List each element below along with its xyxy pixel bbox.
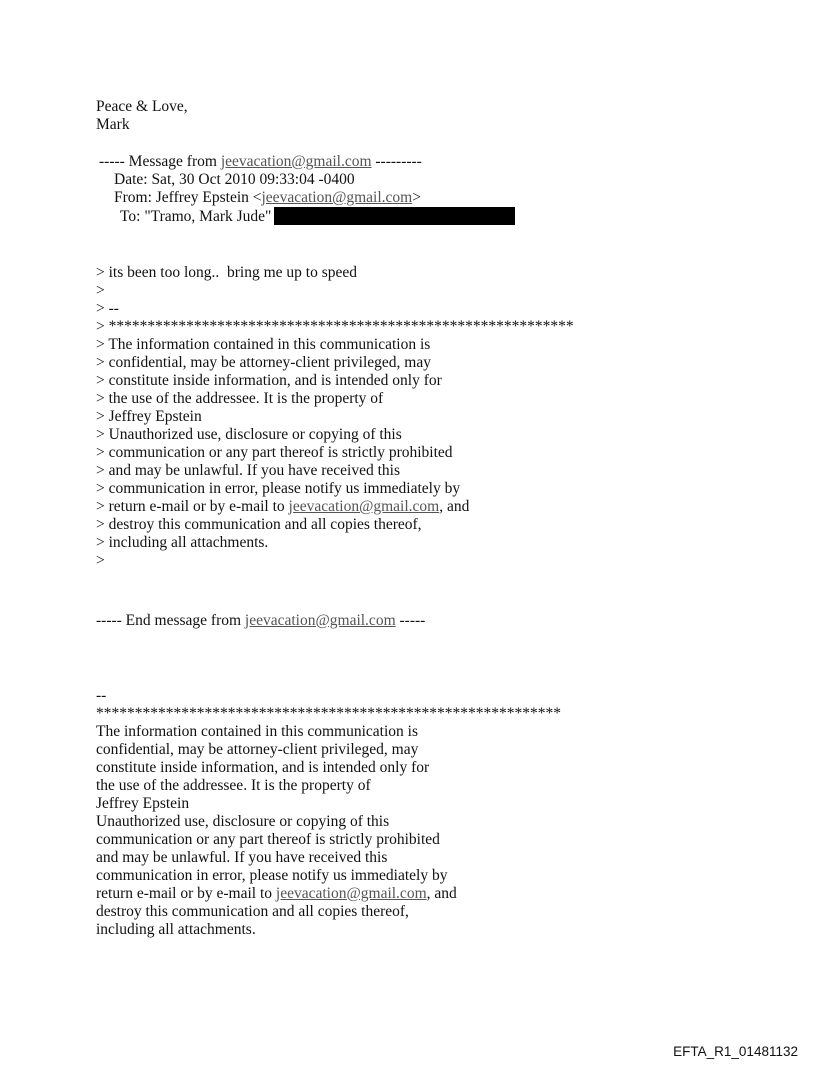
header-from [114,189,421,207]
quoted-line: > The information contained in this communication is [96,336,431,353]
quoted-line: > including all attachments. [96,534,269,551]
footer-email-link[interactable]: jeevacation@gmail.com [275,885,427,902]
end-message-prefix: ----- End message from [96,612,245,629]
quoted-line: > communication or any part thereof is strictly prohibited [96,444,453,461]
footer-line: -- [96,687,107,704]
header-to [120,207,515,226]
footer-line: The information contained in this communication is [96,723,418,740]
footer-line: the use of the addressee. It is the property of [96,777,371,794]
forward-header-line [99,153,422,171]
quoted-line: > its been too long.. bring me up to speed [96,264,358,281]
footer-line: Unauthorized use, disclosure or copying of this [96,813,390,830]
footer-return-prefix: return e-mail or by e-mail to [96,885,276,902]
header-date: Date: Sat, 30 Oct 2010 09:33:04 -0400 [114,171,355,188]
quoted-line: > [96,282,105,299]
forward-header-suffix: --------- [371,153,422,170]
quoted-line: > communication in error, please notify us immediately by [96,480,461,497]
end-message-line [96,612,425,630]
footer-line: including all attachments. [96,921,256,938]
end-message-email-link[interactable]: jeevacation@gmail.com [244,612,396,629]
footer-line: Jeffrey Epstein [96,795,190,812]
sender-email-link[interactable]: jeevacation@gmail.com [220,153,372,170]
footer-line: confidential, may be attorney-client privileged, may [96,741,419,758]
footer-line: constitute inside information, and is intended only for [96,759,430,776]
quoted-line: > the use of the addressee. It is the property of [96,390,384,407]
quoted-return-suffix: , and [439,498,470,515]
quoted-line: > -- [96,300,119,317]
footer-line: communication or any part thereof is strictly prohibited [96,831,440,848]
footer-line: and may be unlawful. If you have received this [96,849,388,866]
quoted-email-link[interactable]: jeevacation@gmail.com [288,498,440,515]
bates-number: EFTA_R1_01481132 [673,1044,798,1059]
quoted-line: > [96,552,105,569]
quoted-line: > ************************************************************ [96,318,574,335]
quoted-line: > and may be unlawful. If you have received this [96,462,400,479]
end-message-suffix: ----- [395,612,426,629]
quoted-return-line [96,498,469,516]
footer-line: ************************************************************ [96,705,561,722]
header-from-prefix: From: Jeffrey Epstein < [114,189,262,206]
from-email-link[interactable]: jeevacation@gmail.com [261,189,413,206]
quoted-return-prefix: > return e-mail or by e-mail to [96,498,289,515]
footer-return-suffix: , and [426,885,457,902]
redaction-box [274,207,515,225]
quoted-line: > Jeffrey Epstein [96,408,202,425]
quoted-line: > destroy this communication and all copies thereof, [96,516,422,533]
header-from-suffix: > [412,189,421,206]
quoted-line: > Unauthorized use, disclosure or copying of this [96,426,402,443]
quoted-line: > confidential, may be attorney-client privileged, may [96,354,431,371]
signoff-name: Mark [96,116,130,133]
quoted-line: > constitute inside information, and is intended only for [96,372,442,389]
signoff-line: Peace & Love, [96,98,188,115]
footer-line: destroy this communication and all copies thereof, [96,903,409,920]
forward-header-prefix: ----- Message from [99,153,221,170]
footer-line: communication in error, please notify us immediately by [96,867,448,884]
footer-return-line [96,885,457,903]
header-to-text: To: "Tramo, Mark Jude" [120,208,272,225]
